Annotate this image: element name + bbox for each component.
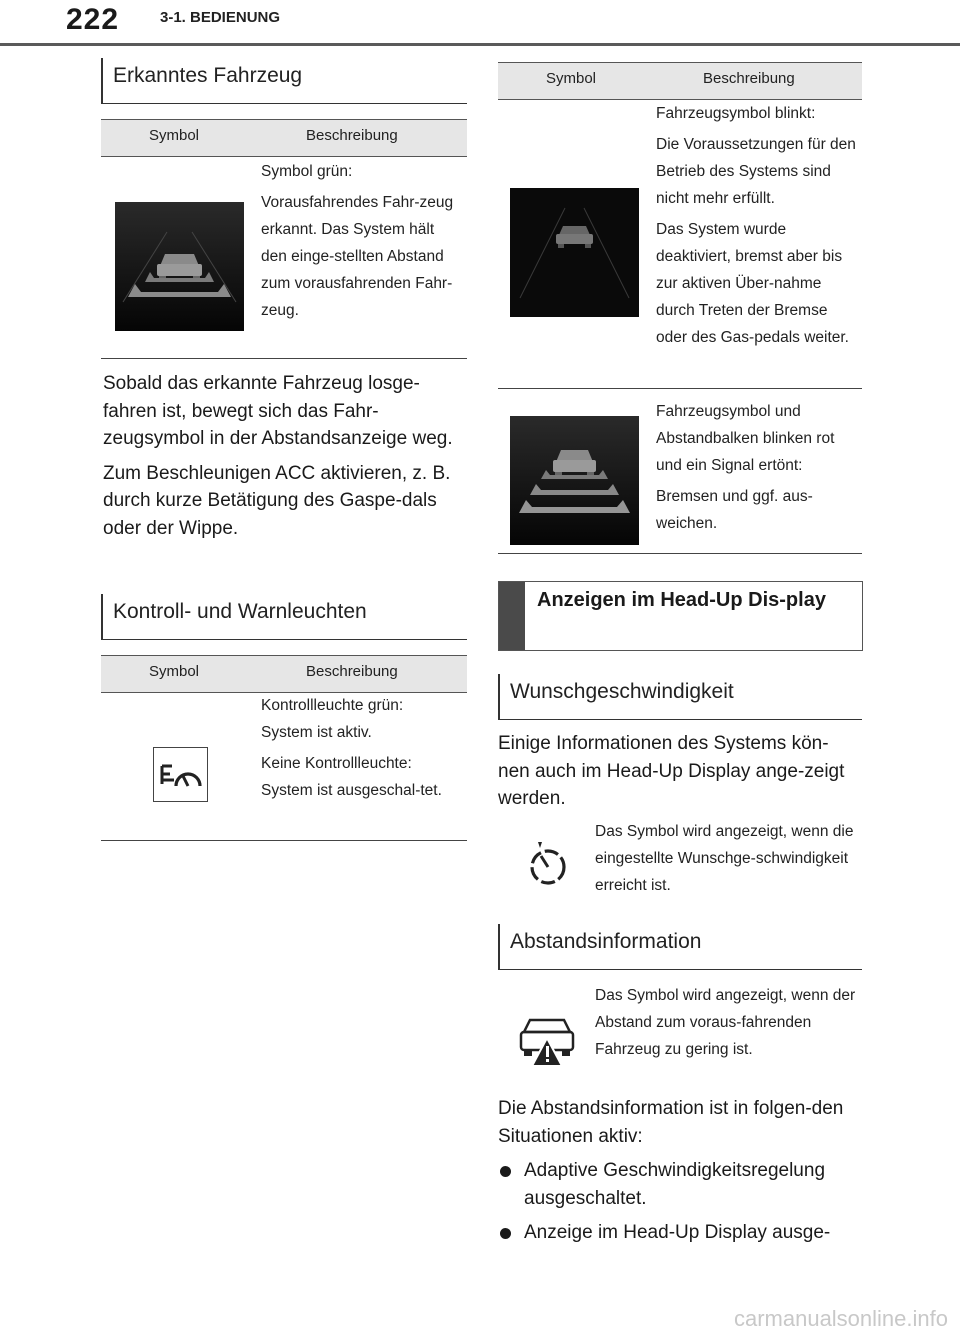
body-text (103, 370, 463, 549)
heading-bar (499, 582, 525, 650)
distance-warning-symbol (518, 1010, 578, 1070)
desc-line: Die Voraussetzungen für den Betrieb des Systems sind nicht mehr erfüllt. (656, 136, 856, 207)
hud-heading: Anzeigen im Head-Up Dis-play (537, 589, 826, 611)
col-symbol: Symbol (149, 127, 200, 144)
col-description: Beschreibung (703, 70, 795, 87)
body-text (498, 730, 860, 820)
table-header (101, 655, 467, 693)
car-distance-icon (115, 202, 244, 331)
vehicle-warning-symbol-image (510, 416, 639, 545)
bullet-item: Adaptive Geschwindigkeitsregelung ausgeschaltet. (498, 1157, 860, 1212)
symbol-description: Das Symbol wird angezeigt, wenn der Abstand zum voraus-fahrenden Fahrzeug zu gering ist. (595, 987, 856, 1058)
acc-gauge-icon (154, 748, 207, 801)
col-description: Beschreibung (306, 127, 398, 144)
desc-line: Bremsen und ggf. aus-weichen. (656, 488, 813, 532)
table-row-rule (101, 840, 467, 841)
paragraph: Zum Beschleunigen ACC aktivieren, z. B. durch kurze Betätigung des Gaspe-dals oder der Wippe. (103, 462, 451, 539)
section-heading-abstandsinformation: Abstandsinformation (498, 924, 862, 970)
desc-line: Kontrollleuchte grün: (261, 697, 404, 714)
section-heading-erkanntes-fahrzeug: Erkanntes Fahrzeug (101, 58, 467, 104)
symbol-description: Das Symbol wird angezeigt, wenn die eingestellte Wunschge-schwindigkeit erreicht ist. (595, 823, 854, 894)
watermark: carmanualsonline.info (733, 1306, 948, 1331)
header-rule (0, 43, 960, 46)
col-description: Beschreibung (306, 663, 398, 680)
car-warning-triangle-icon (518, 1010, 578, 1070)
paragraph: Sobald das erkannte Fahrzeug losge-fahren ist, bewegt sich das Fahr-zeugsymbol in der Abstandsanzeige weg. (103, 373, 453, 449)
table-cell-description (656, 398, 860, 541)
desc-line: Vorausfahrendes Fahr-zeug erkannt. Das System hält den einge-stellten Abstand zum vorausfahrenden Fahr-zeug. (261, 194, 454, 319)
table-row-rule (101, 358, 467, 359)
section-rule (498, 719, 862, 720)
chapter-subheading-box (498, 581, 863, 651)
section-rule (101, 639, 467, 640)
car-warning-icon (510, 416, 639, 545)
section-heading-wunschgeschwindigkeit: Wunschgeschwindigkeit (498, 674, 862, 720)
col-symbol: Symbol (149, 663, 200, 680)
col-symbol: Symbol (546, 70, 597, 87)
paragraph: Einige Informationen des Systems kön-nen auch im Head-Up Display ange-zeigt werden. (498, 733, 845, 809)
section-rule (498, 969, 862, 970)
desc-line: Das System wurde deaktiviert, bremst aber bis zur aktiven Über-nahme durch Treten der Bremse oder des Gas-pedals weiter. (656, 221, 849, 346)
vehicle-blinking-symbol-image (510, 188, 639, 317)
table-row-rule (498, 388, 862, 389)
car-blink-icon (510, 188, 639, 317)
page-number: 222 (66, 3, 120, 36)
chapter-title: 3-1. BEDIENUNG (160, 9, 281, 26)
body-text (498, 1095, 860, 1254)
speedometer-icon (526, 836, 570, 886)
desc-line: Fahrzeugsymbol und Abstandbalken blinken rot und ein Signal ertönt: (656, 403, 835, 474)
table-header (498, 62, 862, 100)
desc-line: Keine Kontrollleuchte: (261, 755, 412, 772)
table-cell-description (261, 158, 461, 328)
paragraph: Die Abstandsinformation ist in folgen-den Situationen aktiv: (498, 1098, 844, 1147)
desc-line: Fahrzeugsymbol blinkt: (656, 105, 816, 122)
acc-indicator-light (153, 747, 208, 802)
table-header (101, 119, 467, 157)
section-heading-kontroll-warnleuchten: Kontroll- und Warnleuchten (101, 594, 467, 640)
table-row-rule (498, 553, 862, 554)
bullet-item: Anzeige im Head-Up Display ausge- (498, 1219, 860, 1247)
speed-reached-symbol (526, 836, 570, 886)
desc-line: Symbol grün: (261, 163, 353, 180)
table-cell-description (656, 100, 860, 355)
table-cell-description (261, 692, 461, 808)
section-rule (101, 103, 467, 104)
desc-line: System ist aktiv. (261, 724, 372, 741)
desc-line: System ist ausgeschal-tet. (261, 782, 442, 799)
vehicle-detected-symbol-image (115, 202, 244, 331)
